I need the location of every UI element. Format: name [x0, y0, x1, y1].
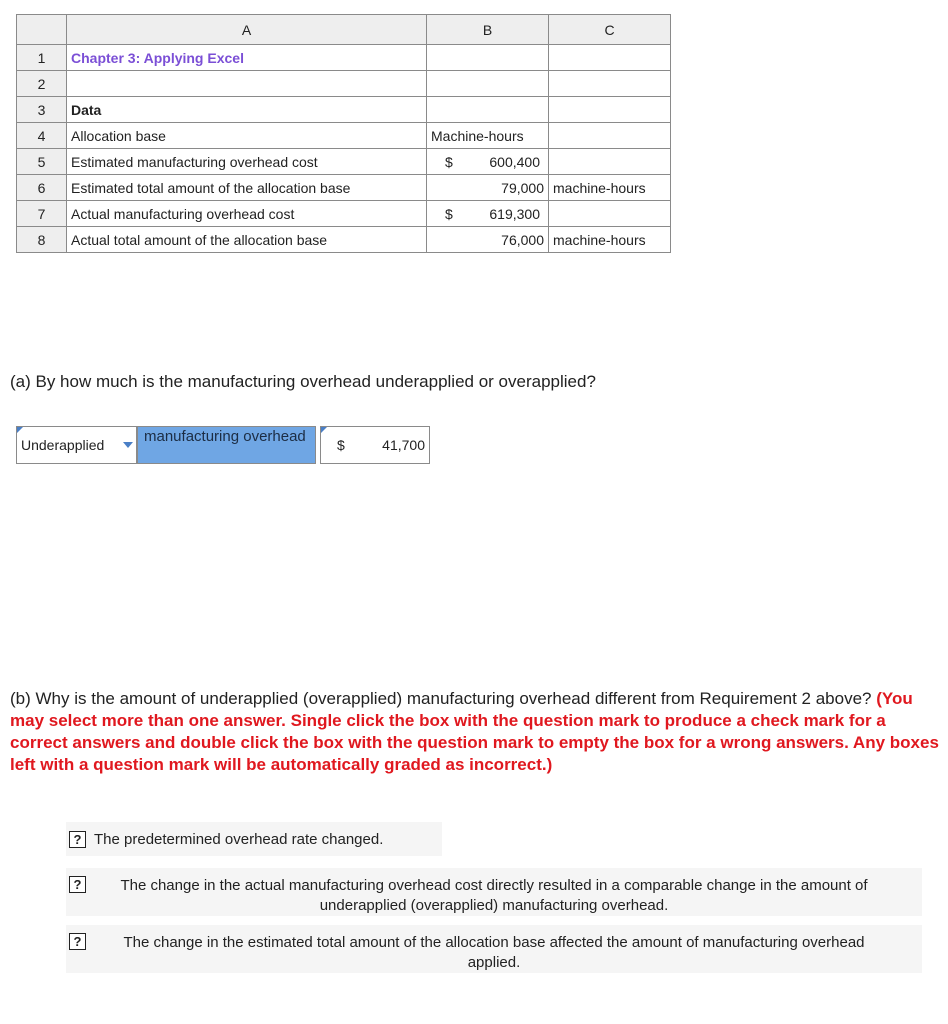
column-header-a: A: [67, 15, 427, 45]
column-header-b: B: [427, 15, 549, 45]
question-b-prompt: [10, 688, 940, 776]
cell-b8: 76,000: [427, 227, 549, 253]
question-mark-checkbox[interactable]: ?: [69, 831, 86, 848]
cell-b6: 79,000: [427, 175, 549, 201]
spreadsheet: [16, 14, 671, 253]
cell-a7: Actual manufacturing overhead cost: [67, 201, 427, 227]
sheet-row-2: [17, 71, 671, 97]
sheet-row-7: [17, 201, 671, 227]
cell-a2: [67, 71, 427, 97]
question-mark-checkbox[interactable]: ?: [69, 876, 86, 893]
question-a-prompt: (a) By how much is the manufacturing overhead underapplied or overapplied?: [10, 372, 596, 391]
answer-option-2[interactable]: [66, 868, 922, 916]
dropdown-value: Underapplied: [21, 437, 105, 453]
cell-b5: [427, 149, 549, 175]
row-number: 7: [17, 201, 67, 227]
cell-c5: [549, 149, 671, 175]
answer-option-3[interactable]: [66, 925, 922, 973]
sheet-corner: [17, 15, 67, 45]
cell-b4: Machine-hours: [427, 123, 549, 149]
row-number: 6: [17, 175, 67, 201]
cell-c3: [549, 97, 671, 123]
cell-c4: [549, 123, 671, 149]
row-number: 1: [17, 45, 67, 71]
cell-value: 619,300: [489, 205, 540, 222]
entry-flag-icon: [321, 427, 327, 433]
sheet-row-5: [17, 149, 671, 175]
question-b-text: (b) Why is the amount of underapplied (overapplied) manufacturing overhead different from Requirement 2 above?: [10, 689, 872, 708]
cell-a1: Chapter 3: Applying Excel: [67, 45, 427, 71]
cell-c8: machine-hours: [549, 227, 671, 253]
underapplied-overapplied-dropdown[interactable]: [16, 426, 137, 464]
answer-option-text: The change in the estimated total amount of the allocation base affected the amount of manufacturing overhead applied.: [123, 934, 865, 971]
row-number: 3: [17, 97, 67, 123]
cell-b2: [427, 71, 549, 97]
row-number: 8: [17, 227, 67, 253]
cell-c7: [549, 201, 671, 227]
sheet-row-1: [17, 45, 671, 71]
cell-a3: Data: [67, 97, 427, 123]
cell-value: 600,400: [489, 153, 540, 170]
row-number: 4: [17, 123, 67, 149]
chevron-down-icon[interactable]: [123, 442, 133, 448]
cell-b3: [427, 97, 549, 123]
question-b-instructions: (You may select more than one answer. Single click the box with the question mark to produce a check mark for a correct answers and double click the box with the question mark to empty the box for a wrong answers. Any boxes left with a question mark will be automatically graded as incorrect.): [10, 689, 939, 774]
question-mark-checkbox[interactable]: ?: [69, 933, 86, 950]
answer-option-text: The change in the actual manufacturing overhead cost directly resulted in a comparable change in the amount of underapplied (overapplied) manufacturing overhead.: [120, 877, 868, 914]
currency-symbol: $: [445, 205, 453, 222]
sheet-row-3: [17, 97, 671, 123]
answer-a-row: [16, 426, 430, 464]
cell-a5: Estimated manufacturing overhead cost: [67, 149, 427, 175]
answer-label: manufacturing overhead: [137, 426, 316, 464]
sheet-row-8: [17, 227, 671, 253]
cell-b7: [427, 201, 549, 227]
currency-symbol: $: [337, 437, 345, 453]
cell-a8: Actual total amount of the allocation base: [67, 227, 427, 253]
currency-symbol: $: [445, 153, 453, 170]
entry-flag-icon: [17, 427, 23, 433]
cell-c2: [549, 71, 671, 97]
row-number: 2: [17, 71, 67, 97]
row-number: 5: [17, 149, 67, 175]
cell-b1: [427, 45, 549, 71]
answer-option-text: The predetermined overhead rate changed.: [94, 830, 384, 848]
sheet-row-4: [17, 123, 671, 149]
answer-option-1[interactable]: [66, 822, 442, 856]
column-header-c: C: [549, 15, 671, 45]
cell-c1: [549, 45, 671, 71]
cell-a4: Allocation base: [67, 123, 427, 149]
cell-c6: machine-hours: [549, 175, 671, 201]
sheet-row-6: [17, 175, 671, 201]
amount-value: 41,700: [382, 437, 425, 453]
cell-a6: Estimated total amount of the allocation base: [67, 175, 427, 201]
amount-input[interactable]: [320, 426, 430, 464]
